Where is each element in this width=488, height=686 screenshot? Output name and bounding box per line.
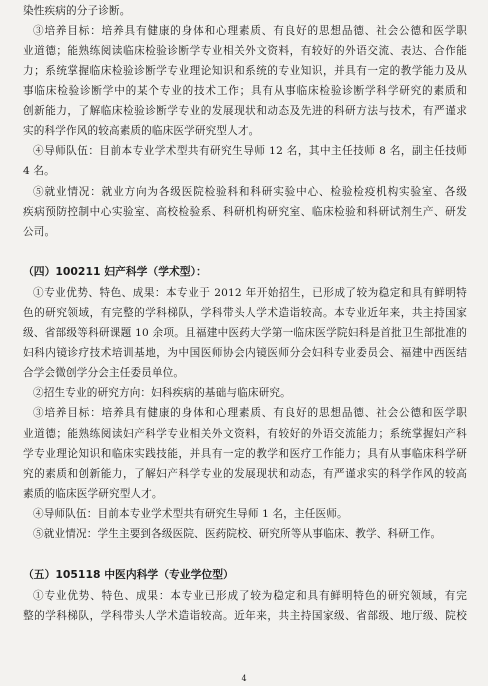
- paragraph-line: 公司。: [23, 226, 56, 238]
- section-heading: （四）100211 妇产科学（学术型）：: [23, 265, 207, 278]
- paragraph-line: 事临床检验诊断学中的某个专业的技术工作；具有从事临床检验诊断学科学研究的素质和: [23, 85, 467, 97]
- paragraph-line: 色的研究领域，有完整的学科梯队，学科带头人学术造诣较高。本专业近年来，共主持国家: [23, 307, 467, 319]
- paragraph-line: 合学会微创学分会主任委员单位。: [23, 367, 185, 379]
- paragraph-line: 整的学科梯队，学科带头人学术造诣较高。近年来，共主持国家级、省部级、地厅级、院校: [23, 610, 467, 622]
- paragraph-line: ③培养目标：培养具有健康的身体和心理素质、有良好的思想品德、社会公德和医学职: [33, 407, 467, 419]
- page-number: 4: [241, 674, 247, 683]
- paragraph-line: ⑤就业情况：学生主要到各级医院、医药院校、研究所等从事临床、教学、科研工作。: [33, 528, 442, 540]
- paragraph-line: 染性疾病的分子诊断。: [23, 5, 131, 17]
- paragraph-line: ④导师队伍：目前本专业学术型共有研究生导师 12 名，其中主任技师 8 名，副主任技师: [33, 145, 467, 157]
- paragraph-line: ③培养目标：培养具有健康的身体和心理素质、有良好的思想品德、社会公德和医学职: [33, 25, 467, 37]
- paragraph-line: ②招生专业的研究方向：妇科疾病的基础与临床研究。: [33, 387, 291, 399]
- paragraph-line: 业道德；能熟练阅读临床检验诊断学专业相关外文资料，有较好的外语交流、表达、合作能: [23, 45, 467, 57]
- paragraph-line: 素质的临床医学研究型人才。: [23, 488, 163, 500]
- paragraph-line: ⑤就业情况：就业方向为各级医院检验科和科研实验中心、检验检疫机构实验室、各级: [33, 186, 467, 198]
- section-heading: （五）105118 中医内科学（专业学位型）: [23, 568, 234, 581]
- paragraph-line: ①专业优势、特色、成果：本专业于 2012 年开始招生，已形成了较为稳定和具有鲜明特: [33, 287, 467, 299]
- paragraph-line: 学专业理论知识和临床实践技能，并具有一定的教学和医疗工作能力；具有从事临床科学研: [23, 448, 467, 460]
- paragraph-line: 实的科学作风的较高素质的临床医学研究型人才。: [23, 125, 260, 137]
- paragraph-line: ①专业优势、特色、成果：本专业已形成了较为稳定和具有鲜明特色的研究领域，有完: [33, 590, 467, 602]
- paragraph-line: 4 名。: [23, 165, 55, 177]
- paragraph-line: 疾病预防控制中心实验室、高校检验系、科研机构研究室、临床检验和科研试剂生产、研发: [23, 206, 467, 218]
- paragraph-line: 创新能力，了解临床检验诊断学专业的发展现状和动态及先进的科研方法与技术，有严谨求: [23, 105, 467, 117]
- paragraph-line: 级、省部级等科研课题 10 余项。且福建中医药大学第一临床医学院妇科是首批卫生部批准的: [23, 327, 467, 339]
- paragraph-line: ④导师队伍：目前本专业学术型共有研究生导师 1 名，主任医师。: [33, 508, 348, 520]
- paragraph-line: 业道德；能熟练阅读妇产科学专业相关外文资料，有较好的外语交流能力；系统掌握妇产科: [23, 428, 467, 440]
- paragraph-line: 妇科内镜诊疗技术培训基地，为中国医师协会内镜医师分会妇科专业委员会、福建中西医结: [23, 347, 467, 359]
- paragraph-line: 力；系统掌握临床检验诊断学专业理论知识和系统的专业知识，并具有一定的教学能力及从: [23, 65, 467, 77]
- paragraph-line: 究的素质和创新能力，了解妇产科学专业的发展现状和动态，有严谨求实的科学作风的较高: [23, 468, 467, 480]
